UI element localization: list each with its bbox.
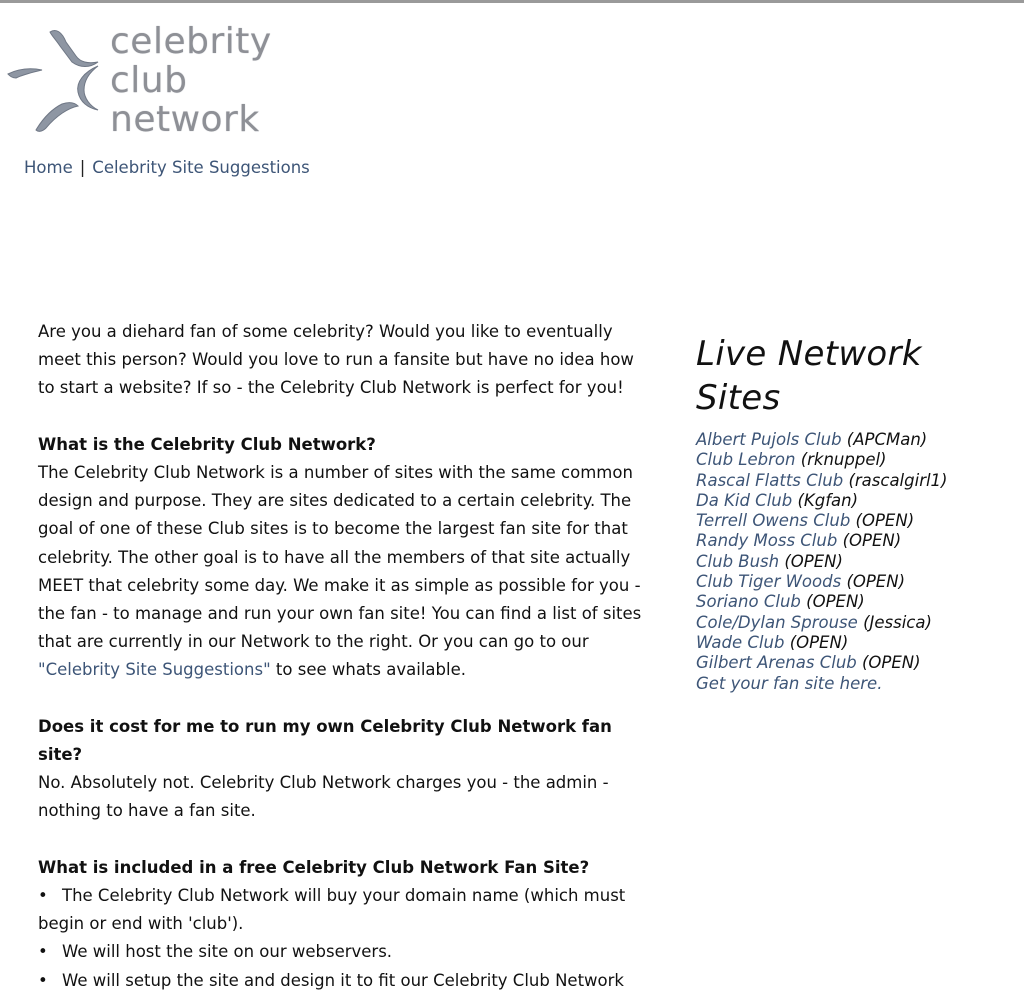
bullet-icon: • bbox=[38, 886, 48, 906]
site-link[interactable]: Wade Club bbox=[696, 632, 785, 652]
site-owner: (OPEN) bbox=[789, 632, 849, 652]
site-owner: (Kgfan) bbox=[797, 490, 859, 510]
site-link[interactable]: Rascal Flatts Club bbox=[696, 470, 844, 490]
site-list-item bbox=[696, 450, 1016, 470]
bullet-icon: • bbox=[38, 942, 48, 962]
list-item bbox=[38, 938, 648, 966]
faq-answer-cost: No. Absolutely not. Celebrity Club Network charges you - the admin - nothing to have a fan site. bbox=[38, 773, 609, 821]
included-list bbox=[38, 882, 648, 995]
site-owner: (OPEN) bbox=[846, 572, 906, 592]
site-owner: (OPEN) bbox=[862, 653, 921, 673]
logo-line-network: network bbox=[110, 99, 260, 140]
site-list-item bbox=[696, 633, 1016, 653]
site-link[interactable]: Da Kid Club bbox=[696, 490, 793, 510]
list-item bbox=[38, 882, 648, 938]
faq-question-cost: Does it cost for me to run my own Celebrity Club Network fan site? bbox=[38, 716, 612, 765]
site-list-item bbox=[696, 511, 1016, 531]
site-list-item bbox=[696, 613, 1016, 633]
top-rule bbox=[0, 0, 1024, 3]
list-item-text: We will host the site on our webservers. bbox=[62, 942, 393, 962]
list-item bbox=[38, 967, 648, 995]
site-owner: (APCMan) bbox=[846, 430, 928, 449]
nav-separator: | bbox=[79, 158, 86, 177]
site-list-item bbox=[696, 572, 1016, 592]
site-link[interactable]: Soriano Club bbox=[696, 592, 801, 612]
faq-what-is bbox=[38, 431, 648, 685]
site-link[interactable]: Club Bush bbox=[696, 551, 780, 571]
star-swoosh-icon bbox=[6, 22, 110, 140]
site-link[interactable]: Albert Pujols Club bbox=[696, 430, 842, 449]
site-link[interactable]: Club Tiger Woods bbox=[696, 572, 842, 592]
faq-answer-what-is-tail: to see whats available. bbox=[270, 660, 466, 680]
site-link[interactable]: Cole/Dylan Sprouse bbox=[696, 612, 858, 632]
logo-line-celebrity: celebrity bbox=[110, 21, 272, 62]
sidebar-title: Live Network Sites bbox=[696, 334, 922, 418]
faq-included bbox=[38, 854, 648, 995]
site-owner: (OPEN) bbox=[784, 551, 843, 571]
site-list-item bbox=[696, 552, 1016, 572]
intro-paragraph: Are you a diehard fan of some celebrity? Would you like to eventually meet this person? Would you love to run a fansite but have no idea how to start a website? If so - the Celebrity Club Network is perfect for you! bbox=[38, 322, 634, 398]
site-list-item bbox=[696, 471, 1016, 491]
site-list-item bbox=[696, 592, 1016, 612]
site-owner: (OPEN) bbox=[855, 511, 915, 531]
logo-wordmark bbox=[110, 22, 272, 139]
logo-line-club: club bbox=[110, 60, 188, 101]
site-link[interactable]: Randy Moss Club bbox=[696, 531, 838, 551]
site-list-item bbox=[696, 653, 1016, 673]
list-item-text: We will setup the site and design it to fit our Celebrity Club Network bbox=[62, 970, 624, 990]
list-item-text: The Celebrity Club Network will buy your domain name (which must begin or end with 'club'). bbox=[38, 886, 626, 934]
site-link[interactable]: Gilbert Arenas Club bbox=[696, 653, 857, 673]
top-nav bbox=[24, 158, 310, 177]
faq-cost bbox=[38, 713, 648, 826]
faq-question-what-is: What is the Celebrity Club Network? bbox=[38, 434, 376, 454]
site-owner: (rknuppel) bbox=[800, 450, 887, 470]
site-logo[interactable] bbox=[6, 22, 276, 140]
site-owner: (OPEN) bbox=[806, 592, 865, 612]
site-owner: (Jessica) bbox=[863, 612, 932, 632]
site-owner: (OPEN) bbox=[842, 531, 902, 551]
site-list-item bbox=[696, 430, 1016, 450]
faq-answer-what-is: The Celebrity Club Network is a number of sites with the same common design and purpose. They are sites dedicated to a certain celebrity. The goal of one of these Club sites is to become the largest fan site for that celebrity. The other goal is to have all the members of that site actually MEET that celebrity some day. We make it as simple as possible for you - the fan - to manage and run your own fan site! You can find a list of sites that are currently in our Network to the right. Or you can go to our bbox=[38, 463, 642, 652]
get-fan-site-link[interactable]: Get your fan site here. bbox=[696, 673, 883, 693]
suggestions-inline-link[interactable]: "Celebrity Site Suggestions" bbox=[38, 660, 271, 680]
site-link[interactable]: Club Lebron bbox=[696, 450, 796, 470]
site-list bbox=[696, 430, 1016, 694]
nav-home-link[interactable]: Home bbox=[24, 158, 73, 177]
site-owner: (rascalgirl1) bbox=[848, 470, 948, 490]
nav-suggestions-link[interactable]: Celebrity Site Suggestions bbox=[92, 158, 310, 177]
live-sites-sidebar bbox=[696, 332, 1016, 694]
site-list-item bbox=[696, 531, 1016, 551]
faq-question-included: What is included in a free Celebrity Club Network Fan Site? bbox=[38, 857, 590, 877]
main-content bbox=[38, 318, 648, 995]
site-link[interactable]: Terrell Owens Club bbox=[696, 511, 851, 531]
bullet-icon: • bbox=[38, 970, 48, 990]
site-list-item bbox=[696, 491, 1016, 511]
site-list-item bbox=[696, 674, 1016, 694]
